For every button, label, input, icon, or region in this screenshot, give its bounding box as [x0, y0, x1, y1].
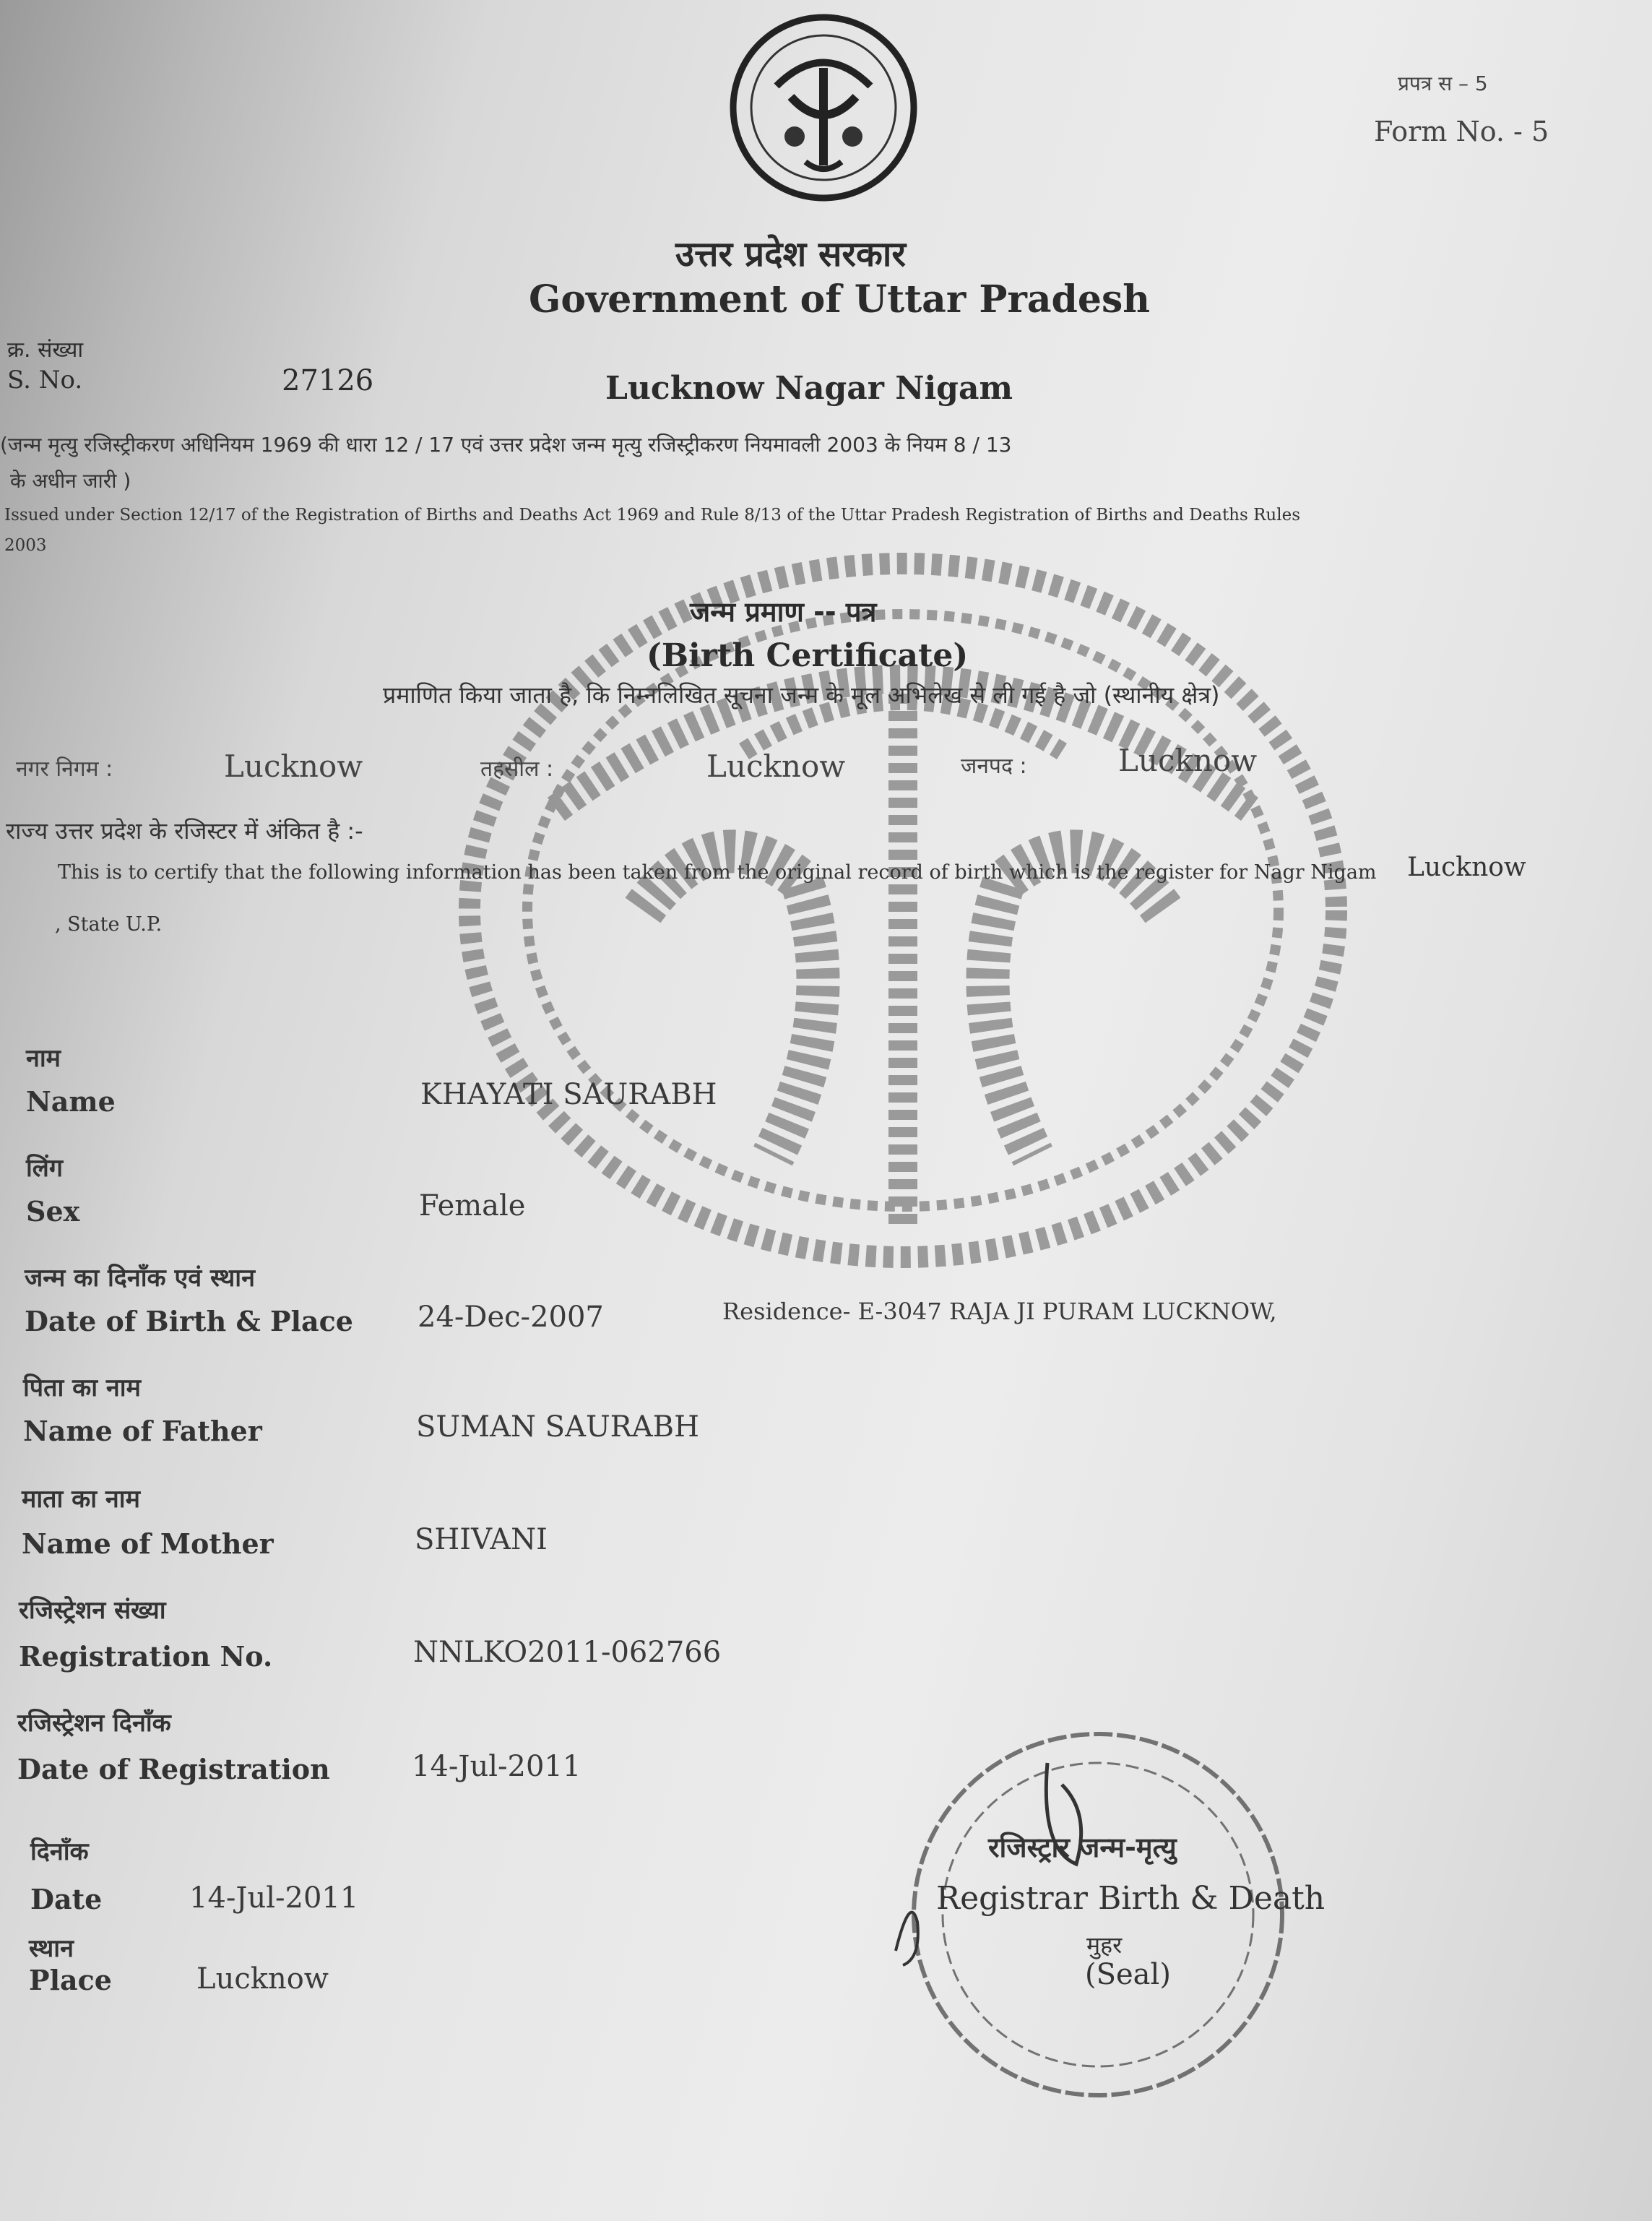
- birth-place-value: Residence- E-3047 RAJA JI PURAM LUCKNOW,: [722, 1298, 1277, 1325]
- name-label-english: Name: [26, 1085, 116, 1118]
- registrar-title-hindi: रजिस्ट्रार जन्म-मृत्यु: [988, 1832, 1177, 1863]
- registration-number-label-english: Registration No.: [19, 1640, 273, 1673]
- certificate-statement-hindi: प्रमाणित किया जाता है, कि निम्नलिखित सूचना जन्म के मूल अभिलेख से ली गई है जो (स्थानीय क्षेत्र): [383, 681, 1220, 709]
- act-text-hindi-line1: (जन्म मृत्यु रजिस्ट्रीकरण अधिनियम 1969 की धारा 12 / 17 एवं उत्तर प्रदेश जन्म मृत्यु रजिस्ट्रीकरण नियमावली 2003 के नियम 8 / 13: [0, 433, 1012, 457]
- nagar-nigam-label: नगर निगम :: [16, 756, 113, 782]
- footer-date-value: 14-Jul-2011: [189, 1881, 359, 1915]
- registration-date-value: 14-Jul-2011: [412, 1750, 581, 1783]
- issuer-name: Lucknow Nagar Nigam: [605, 370, 1013, 407]
- registrar-title-english: Registrar Birth & Death: [936, 1880, 1326, 1917]
- up-government-emblem-icon: [726, 10, 921, 205]
- footer-place-value: Lucknow: [196, 1962, 329, 1996]
- state-english: , State U.P.: [55, 913, 163, 936]
- dob-label-english: Date of Birth & Place: [25, 1305, 353, 1337]
- serial-label-hindi: क्र. संख्या: [7, 337, 84, 363]
- mother-name-value: SHIVANI: [415, 1523, 548, 1556]
- registration-number-label-hindi: रजिस्ट्रेशन संख्या: [19, 1596, 166, 1625]
- certificate-statement-english: This is to certify that the following information has been taken from the original record of birth which is the register for Nagr Nigam: [58, 861, 1377, 884]
- act-text-english-line1: Issued under Section 12/17 of the Registration of Births and Deaths Act 1969 and Rule 8/13 of the Uttar Pradesh Registration of Births and Deaths Rules: [4, 506, 1301, 525]
- dob-value: 24-Dec-2007: [418, 1301, 604, 1334]
- government-title-hindi: उत्तर प्रदेश सरकार: [675, 234, 906, 275]
- serial-number-value: 27126: [282, 364, 374, 397]
- mother-label-hindi: माता का नाम: [22, 1485, 140, 1514]
- act-text-english-line2: 2003: [4, 536, 47, 555]
- registration-date-label-hindi: रजिस्ट्रेशन दिनाँक: [17, 1709, 171, 1738]
- sex-label-hindi: लिंग: [26, 1154, 63, 1183]
- seal-label-english: (Seal): [1085, 1958, 1171, 1991]
- act-text-hindi-line2: के अधीन जारी ): [10, 469, 131, 493]
- form-number-english: Form No. - 5: [1374, 116, 1549, 147]
- janpad-value: Lucknow: [1118, 743, 1258, 778]
- serial-label-english: S. No.: [7, 366, 83, 394]
- father-name-value: SUMAN SAURABH: [416, 1410, 699, 1444]
- certificate-title-hindi: जन्म प्रमाण -- पत्र: [690, 596, 877, 628]
- nagar-nigam-value: Lucknow: [224, 749, 363, 784]
- seal-label-hindi: मुहर: [1086, 1931, 1123, 1959]
- footer-date-label-hindi: दिनाँक: [30, 1837, 89, 1866]
- footer-date-label-english: Date: [30, 1883, 103, 1915]
- footer-place-label-hindi: स्थान: [29, 1934, 74, 1963]
- mother-label-english: Name of Mother: [22, 1527, 274, 1560]
- name-value: KHAYATI SAURABH: [420, 1078, 717, 1111]
- statement-place-value: Lucknow: [1407, 853, 1526, 882]
- registration-number-value: NNLKO2011-062766: [413, 1636, 722, 1669]
- tehsil-value: Lucknow: [706, 749, 846, 784]
- sex-label-english: Sex: [26, 1195, 80, 1228]
- sex-value: Female: [419, 1189, 526, 1222]
- registration-date-label-english: Date of Registration: [17, 1753, 330, 1785]
- footer-place-label-english: Place: [29, 1964, 112, 1996]
- form-number-hindi: प्रपत्र स – 5: [1398, 72, 1488, 95]
- father-label-hindi: पिता का नाम: [23, 1373, 141, 1402]
- tehsil-label: तहसील :: [480, 756, 554, 782]
- state-register-line-hindi: राज्य उत्तर प्रदेश के रजिस्टर में अंकित है :-: [6, 817, 363, 845]
- government-title-english: Government of Uttar Pradesh: [529, 277, 1151, 322]
- name-label-hindi: नाम: [26, 1044, 61, 1073]
- dob-label-hindi: जन्म का दिनाँक एवं स्थान: [25, 1264, 255, 1293]
- certificate-title-english: (Birth Certificate): [646, 637, 969, 674]
- janpad-label: जनपद :: [961, 754, 1027, 779]
- father-label-english: Name of Father: [23, 1415, 262, 1447]
